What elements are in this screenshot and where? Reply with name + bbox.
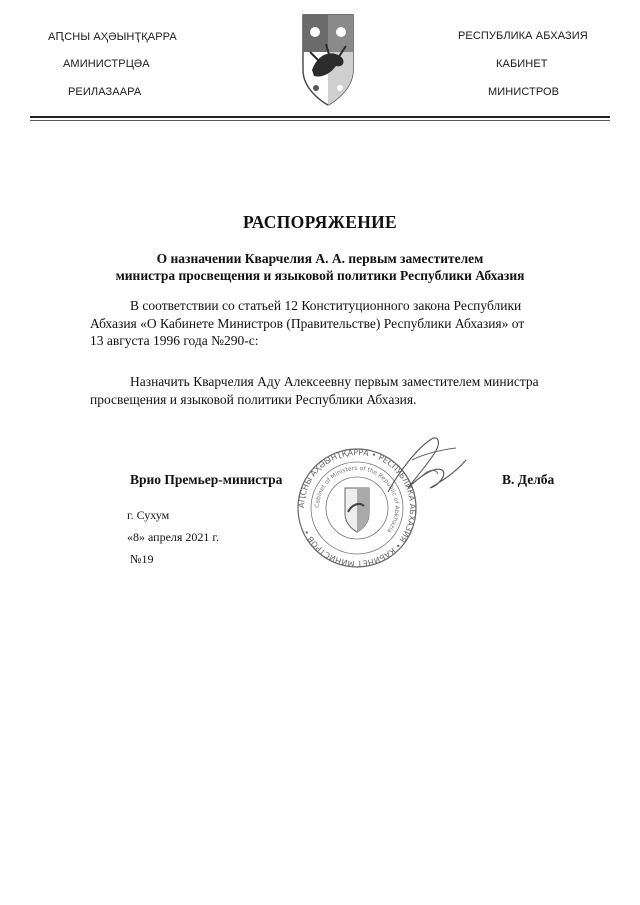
- header-left-line-2: АМИНИСТРЦӘА: [63, 58, 150, 70]
- seal-inner-text: Cabinet of Ministers of the Republic of Abkhazia: [313, 464, 401, 535]
- header-divider-thick: [30, 116, 610, 118]
- paragraph1-line-1: В соответствии со статьей 12 Конституционного закона Республики: [130, 298, 522, 313]
- document-date: «8» апреля 2021 г.: [127, 530, 219, 544]
- handwritten-signature: [378, 430, 474, 508]
- header-right-line-2: КАБИНЕТ: [496, 58, 548, 70]
- signatory-position: Врио Премьер-министра: [130, 472, 283, 487]
- seal-outer-text: АԤСНЫ АҲӘЫНҬҚАРРА • РЕСПУБЛИКА АБХАЗИЯ • КАБИНЕТ МИНИСТРОВ •: [296, 447, 418, 569]
- document-subject: [40, 250, 600, 284]
- header-left-line-3: РЕИЛАЗААРА: [68, 86, 142, 98]
- paragraph1-line-3: 13 августа 1996 года №290-с:: [90, 333, 259, 348]
- document-city: г. Сухум: [127, 508, 170, 522]
- coat-of-arms-icon: [300, 12, 356, 108]
- paragraph-legal-basis: [90, 297, 595, 350]
- subject-line-1: О назначении Кварчелия А. А. первым заместителем: [156, 251, 484, 266]
- header-left-line-1: АԤСНЫ АҲӘЫНҬҚАРРА: [48, 31, 177, 43]
- header-right-line-3: МИНИСТРОВ: [488, 86, 560, 98]
- signatory-name: В. Делба: [502, 472, 555, 487]
- subject-line-2: министра просвещения и языковой политики Республики Абхазия: [115, 268, 525, 283]
- paragraph2-line-1: Назначить Кварчелия Аду Алексеевну первым заместителем министра: [130, 374, 539, 389]
- document-title: РАСПОРЯЖЕНИЕ: [242, 212, 397, 232]
- document-number: №19: [130, 552, 154, 566]
- paragraph-order: [90, 373, 595, 408]
- header-right-line-1: РЕСПУБЛИКА АБХАЗИЯ: [458, 30, 588, 42]
- paragraph2-line-2: просвещения и языковой политики Республики Абхазия.: [90, 391, 417, 407]
- paragraph1-line-2: Абхазия «О Кабинете Министров (Правительстве) Республики Абхазия» от: [90, 315, 525, 331]
- header-divider-thin: [30, 120, 610, 121]
